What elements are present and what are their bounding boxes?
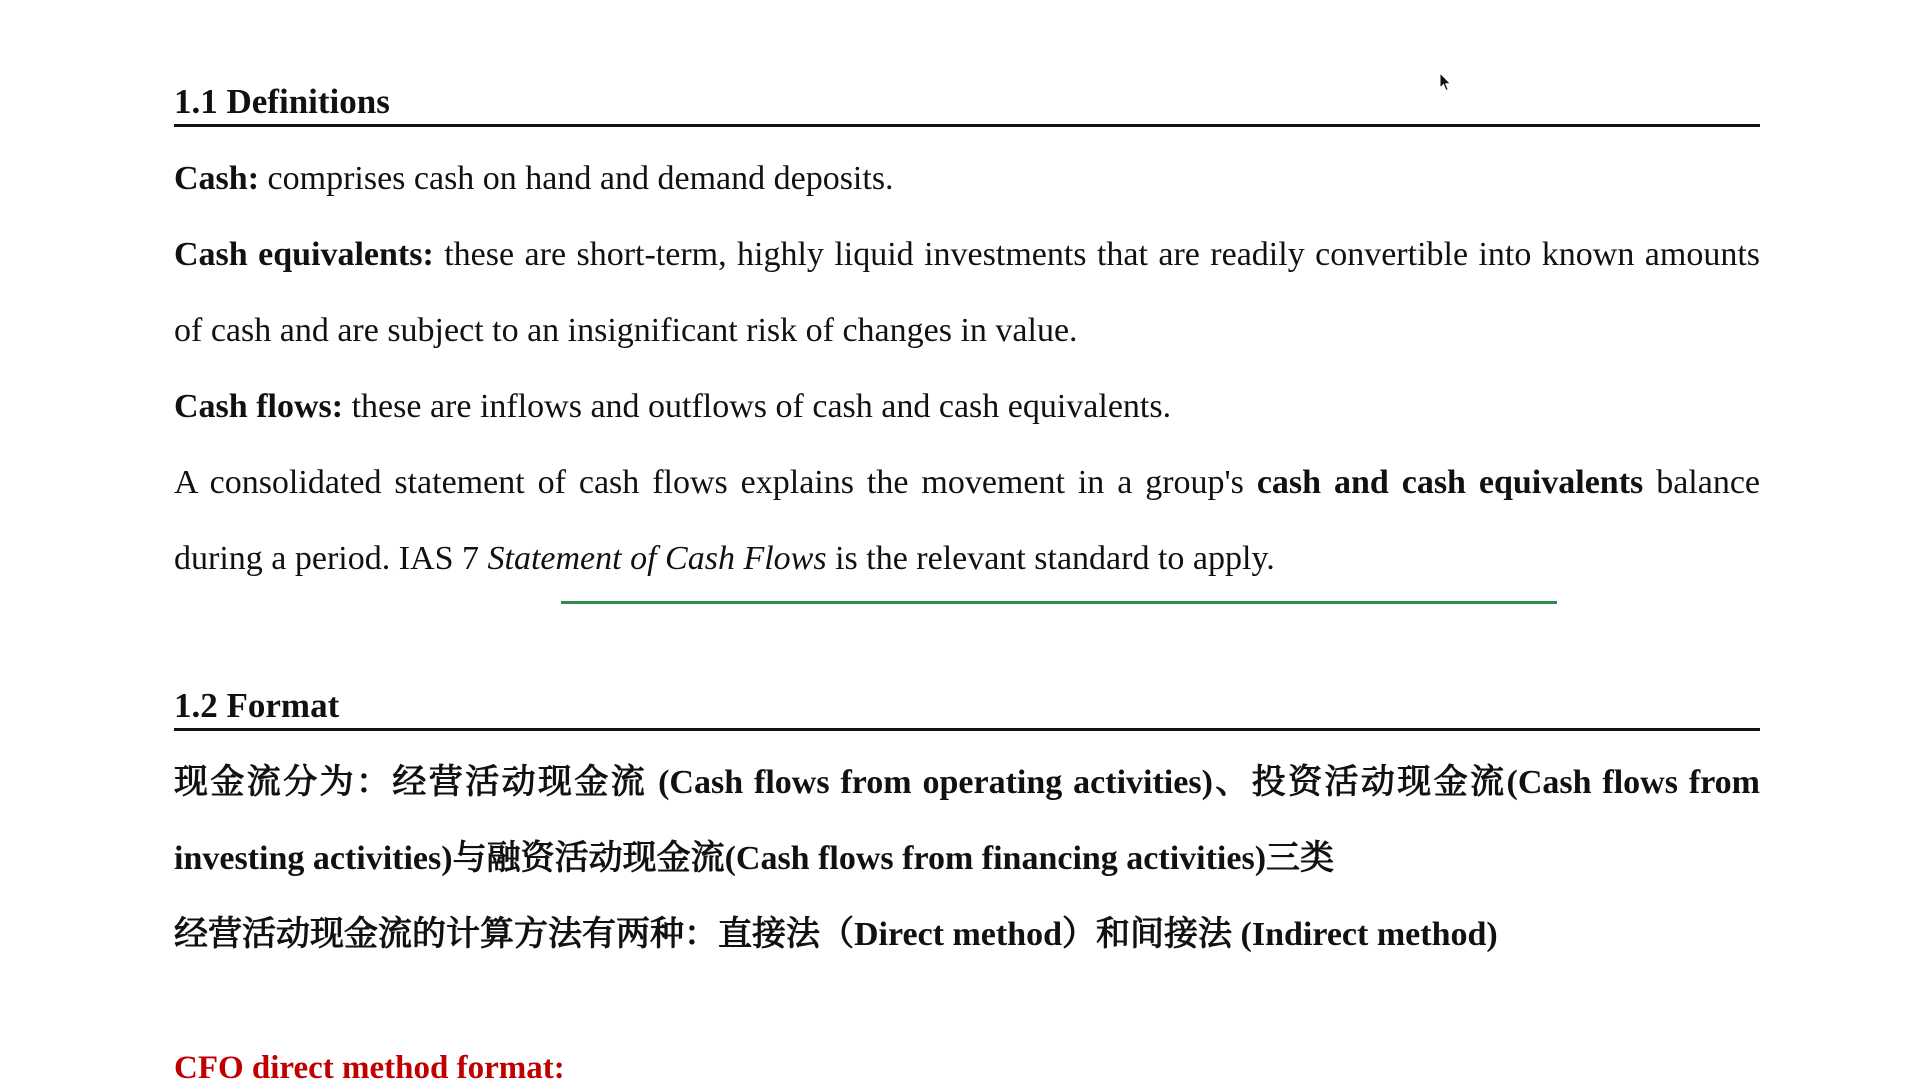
consolidated-statement-paragraph (174, 445, 1760, 597)
green-annotation-underline (561, 601, 1557, 604)
cfo-direct-method-heading: CFO direct method format: (174, 1050, 565, 1080)
consolidated-text-post: is the relevant standard to apply. (826, 540, 1275, 577)
definition-cash-flows-text: these are inflows and outflows of cash and cash equivalents. (343, 388, 1172, 425)
consolidated-text-pre: A consolidated statement of cash flows explains the movement in a group's (174, 464, 1257, 501)
section-definitions (174, 80, 1760, 597)
definition-cash (174, 141, 1760, 217)
definition-cash-text: comprises cash on hand and demand deposits. (259, 160, 894, 197)
consolidated-text-mid: balance during a period. IAS 7 (174, 464, 1761, 577)
section-format (174, 684, 1760, 973)
definition-cash-flows (174, 369, 1760, 445)
term-cash: Cash: (174, 160, 260, 197)
term-cash-flows: Cash flows: (174, 388, 344, 425)
definition-cash-equivalents-text: these are short-term, highly liquid investments that are readily convertible into known amounts of cash and are subject to an insignificant risk of changes in value. (174, 236, 1761, 349)
section-heading-definitions: 1.1 Definitions (174, 80, 1760, 127)
consolidated-text-italic: Statement of Cash Flows (487, 540, 827, 577)
definition-cash-equivalents (174, 217, 1760, 369)
term-cash-equivalents: Cash equivalents: (174, 236, 434, 273)
mouse-pointer-icon (1439, 72, 1453, 92)
format-line-1: 现金流分为：经营活动现金流 (Cash flows from operating activities)、投资活动现金流(Cash flows from investing activities)与融资活动现金流(Cash flows from financing activities)三类 (174, 764, 1760, 877)
format-line-2: 经营活动现金流的计算方法有两种：直接法（Direct method）和间接法 (Indirect method) (174, 916, 1498, 953)
consolidated-text-bold: cash and cash equivalents (1256, 464, 1644, 501)
section-heading-format: 1.2 Format (174, 684, 1760, 731)
